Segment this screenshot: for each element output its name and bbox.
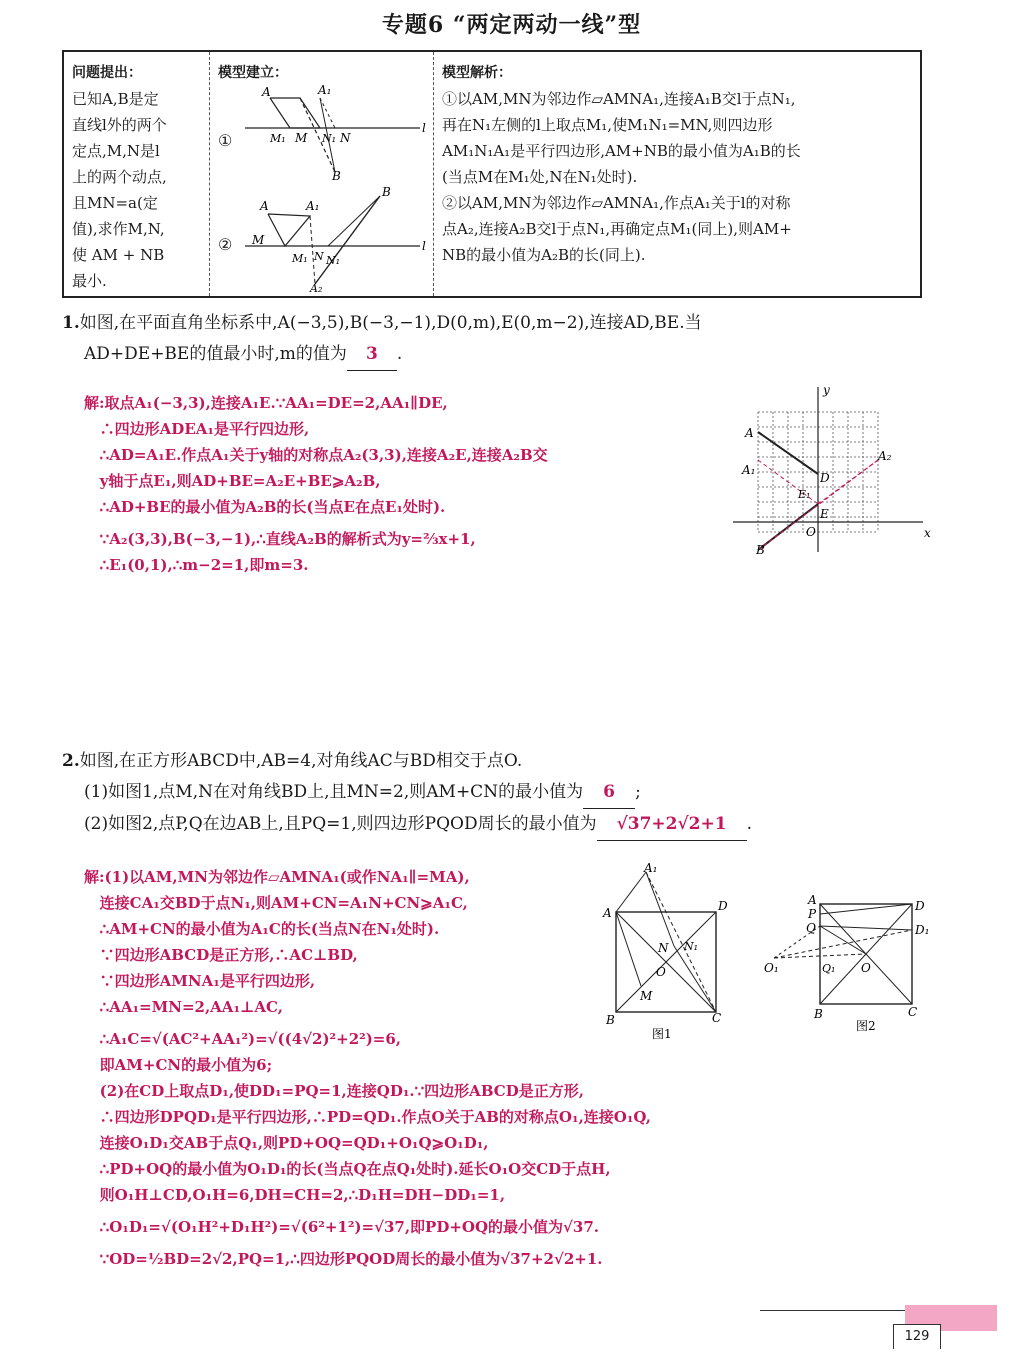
label-a2: A₂ <box>878 449 892 463</box>
label-e: E <box>820 507 829 521</box>
label-a1: A₁ <box>306 199 320 213</box>
figure-2 <box>758 892 938 1042</box>
solution-1-line: 解:取点A₁(−3,3),连接A₁E.∵AA₁=DE=2,AA₁∥DE, <box>84 394 448 412</box>
label-o1: O₁ <box>764 961 779 975</box>
problem-text: 已知A,B是定 直线l外的两个 定点,M,N是l 上的两个动点, 且MN=a(定 值),求作M,N, 使 AM + NB 最小. <box>72 90 167 290</box>
solution-2-line: ∴A₁C=√(AC²+AA₁²)=√((4√2)²+2²)=6, <box>84 1030 402 1048</box>
solution-2-line: ∴四边形DPQD₁是平行四边形,∴PD=QD₁.作点O关于AB的对称点O₁,连接O₁Q, <box>84 1108 651 1126</box>
label-c: C <box>908 1005 918 1019</box>
segment-qd1 <box>820 926 912 930</box>
label-a: A <box>603 906 612 920</box>
label-b: B <box>814 1007 823 1021</box>
question-1 <box>62 308 962 371</box>
model-table <box>62 50 922 298</box>
label-a: A <box>808 893 817 907</box>
label-a: A <box>262 85 271 99</box>
segment-nb <box>328 196 380 246</box>
segment-a2b <box>315 196 380 284</box>
label-n1: N₁ <box>326 254 341 267</box>
solution-2-line: ∵四边形ABCD是正方形,∴AC⊥BD, <box>84 946 358 964</box>
question-2-part1-end: ; <box>635 782 641 802</box>
segment-aa1 <box>616 872 646 912</box>
label-x: x <box>924 526 931 540</box>
label-m1: M₁ <box>292 252 308 265</box>
segment-pd <box>820 904 912 914</box>
solution-1 <box>84 390 724 578</box>
solution-2-line: 则O₁H⊥CD,O₁H=6,DH=CH=2,∴D₁H=DH−DD₁=1, <box>84 1186 506 1204</box>
label-n: N <box>658 941 669 955</box>
footer-rule <box>760 1310 905 1311</box>
label-l: l <box>422 121 426 135</box>
model-analysis-text: ①以AM,MN为邻边作▱AMNA₁,连接A₁B交l于点N₁, 再在N₁左侧的l上取点M₁,使M₁N₁=MN,则四边形 AM₁N₁A₁是平行四边形,AM+NB的最小值为A₁B的长 (当点M在M₁处,N在N₁处时). ②以AM,MN为邻边作▱AMNA₁,作点A₁关于l的对称 点A₂,连接A₂B交l于点N₁,再确定点M₁(同上),则AM+ NB的最小值为A₂B的长(同上). <box>442 90 801 264</box>
coordinate-grid-figure <box>728 382 938 557</box>
label-y: y <box>823 383 830 397</box>
solution-1-line: ∴E₁(0,1),∴m−2=1,即m=3. <box>84 556 309 574</box>
label-q1: Q₁ <box>822 962 836 975</box>
label-m: M <box>640 989 653 1003</box>
segment-am <box>616 912 641 986</box>
solution-1-line: y轴于点E₁,则AD+BE=A₂E+BE⩾A₂B, <box>84 472 381 490</box>
label-m1: M₁ <box>270 132 286 145</box>
problem-column <box>64 52 210 296</box>
segment-guide <box>320 98 335 128</box>
question-1-line2: AD+DE+BE的值最小时,m的值为 <box>84 344 347 364</box>
solution-2-line: 连接CA₁交BD于点N₁,则AM+CN=A₁N+CN⩾A₁C, <box>84 894 468 912</box>
label-n1: N₁ <box>684 940 699 953</box>
solution-1-line: ∴AD+BE的最小值为A₂B的长(当点E在点E₁处时). <box>84 498 446 516</box>
label-b: B <box>606 1013 615 1027</box>
label-b: B <box>756 543 765 557</box>
label-o: O <box>861 961 871 975</box>
label-l: l <box>422 239 426 253</box>
triangle <box>268 214 310 246</box>
label-d1: D₁ <box>915 923 930 937</box>
question-1-answer: 3 <box>347 339 397 371</box>
label-a: A <box>260 199 269 213</box>
question-2-stem: 如图,在正方形ABCD中,AB=4,对角线AC与BD相交于点O. <box>79 751 523 771</box>
question-2-part2: (2)如图2,点P,Q在边AB上,且PQ=1,则四边形PQOD周长的最小值为 <box>84 814 597 834</box>
solution-2-line: ∴O₁D₁=√(O₁H²+D₁H²)=√(6²+1²)=√37,即PD+OQ的最小值为√37. <box>84 1218 599 1236</box>
label-b: B <box>382 185 391 199</box>
label-m: M <box>295 131 308 145</box>
solution-1-line: ∴AD=A₁E.作点A₁关于y轴的对称点A₂(3,3),连接A₂E,连接A₂B交 <box>84 446 548 464</box>
solution-1-line: ∵A₂(3,3),B(−3,−1),∴直线A₂B的解析式为y=⅔x+1, <box>84 530 476 548</box>
model-analysis-column <box>434 52 920 296</box>
label-m: M <box>252 233 265 247</box>
solution-2-line: ∴AM+CN的最小值为A₁C的长(当点N在N₁处时). <box>84 920 440 938</box>
label-n: N <box>340 131 351 145</box>
question-2-part1-answer: 6 <box>583 777 635 809</box>
label-a: A <box>745 426 754 440</box>
model-figure-1 <box>240 80 430 180</box>
segment-ad <box>758 432 818 474</box>
label-a2: A₂ <box>310 282 323 294</box>
label-d: D <box>915 899 925 913</box>
solution-2-line: 即AM+CN的最小值为6; <box>84 1056 273 1074</box>
label-d: D <box>820 471 830 485</box>
label-a1: A₁ <box>742 463 756 477</box>
question-2-part2-end: . <box>746 814 752 834</box>
figure-1-caption: 图1 <box>652 1027 672 1041</box>
solution-1-line: ∴四边形ADEA₁是平行四边形, <box>84 420 310 438</box>
case1-marker: ① <box>218 131 233 150</box>
case2-marker: ② <box>218 235 233 254</box>
problem-header: 问题提出： <box>72 65 142 81</box>
model-build-header: 模型建立： <box>218 65 288 81</box>
segment-a1c <box>646 872 716 1012</box>
page-title: 专题6 “两定两动一线”型 <box>381 12 642 38</box>
label-d: D <box>718 899 728 913</box>
solution-2-line: ∴PD+OQ的最小值为O₁D₁的长(当点Q在点Q₁处时).延长O₁O交CD于点H, <box>84 1160 611 1178</box>
question-2-number: 2. <box>62 751 80 771</box>
model-build-column <box>210 52 434 296</box>
label-c: C <box>712 1011 722 1025</box>
solution-2-line: ∴AA₁=MN=2,AA₁⊥AC, <box>84 998 283 1016</box>
question-2-part2-answer: √37+2√2+1 <box>597 809 747 841</box>
label-p: P <box>808 907 817 921</box>
label-n1: N₁ <box>322 132 337 145</box>
question-2-part1: (1)如图1,点M,N在对角线BD上,且MN=2,则AM+CN的最小值为 <box>84 782 584 802</box>
model-figure-2 <box>240 184 430 294</box>
segment-cn <box>674 946 716 1012</box>
label-o: O <box>656 965 666 979</box>
figure-2-caption: 图2 <box>856 1019 876 1033</box>
solution-2-line: (2)在CD上取点D₁,使DD₁=PQ=1,连接QD₁.∵四边形ABCD是正方形, <box>84 1082 584 1100</box>
question-1-line1: 如图,在平面直角坐标系中,A(−3,5),B(−3,−1),D(0,m),E(0,m−2),连接AD,BE.当 <box>79 313 702 333</box>
question-2 <box>62 746 962 841</box>
solution-2-line: 解:(1)以AM,MN为邻边作▱AMNA₁(或作NA₁∥=MA), <box>84 868 470 886</box>
label-e1: E₁ <box>798 488 811 501</box>
solution-2-line: ∵OD=½BD=2√2,PQ=1,∴四边形PQOD周长的最小值为√37+2√2+1. <box>84 1250 603 1268</box>
label-b: B <box>332 169 341 180</box>
label-a1: A₁ <box>318 83 332 97</box>
segment-a1n <box>646 872 674 946</box>
segment-qo <box>820 926 866 954</box>
label-n: N <box>314 250 324 263</box>
model-analysis-header: 模型解析： <box>442 65 512 81</box>
question-1-number: 1. <box>62 313 80 333</box>
solution-2-line: ∵四边形AMNA₁是平行四边形, <box>84 972 316 990</box>
question-1-end: . <box>396 344 403 364</box>
figure-1 <box>596 862 736 1042</box>
label-q: Q <box>806 921 816 935</box>
label-o: O <box>806 525 816 539</box>
label-a1: A₁ <box>644 862 658 875</box>
solution-2-line: 连接O₁D₁交AB于点Q₁,则PD+OQ=QD₁+O₁Q⩾O₁D₁, <box>84 1134 489 1152</box>
page-number: 129 <box>893 1324 941 1349</box>
